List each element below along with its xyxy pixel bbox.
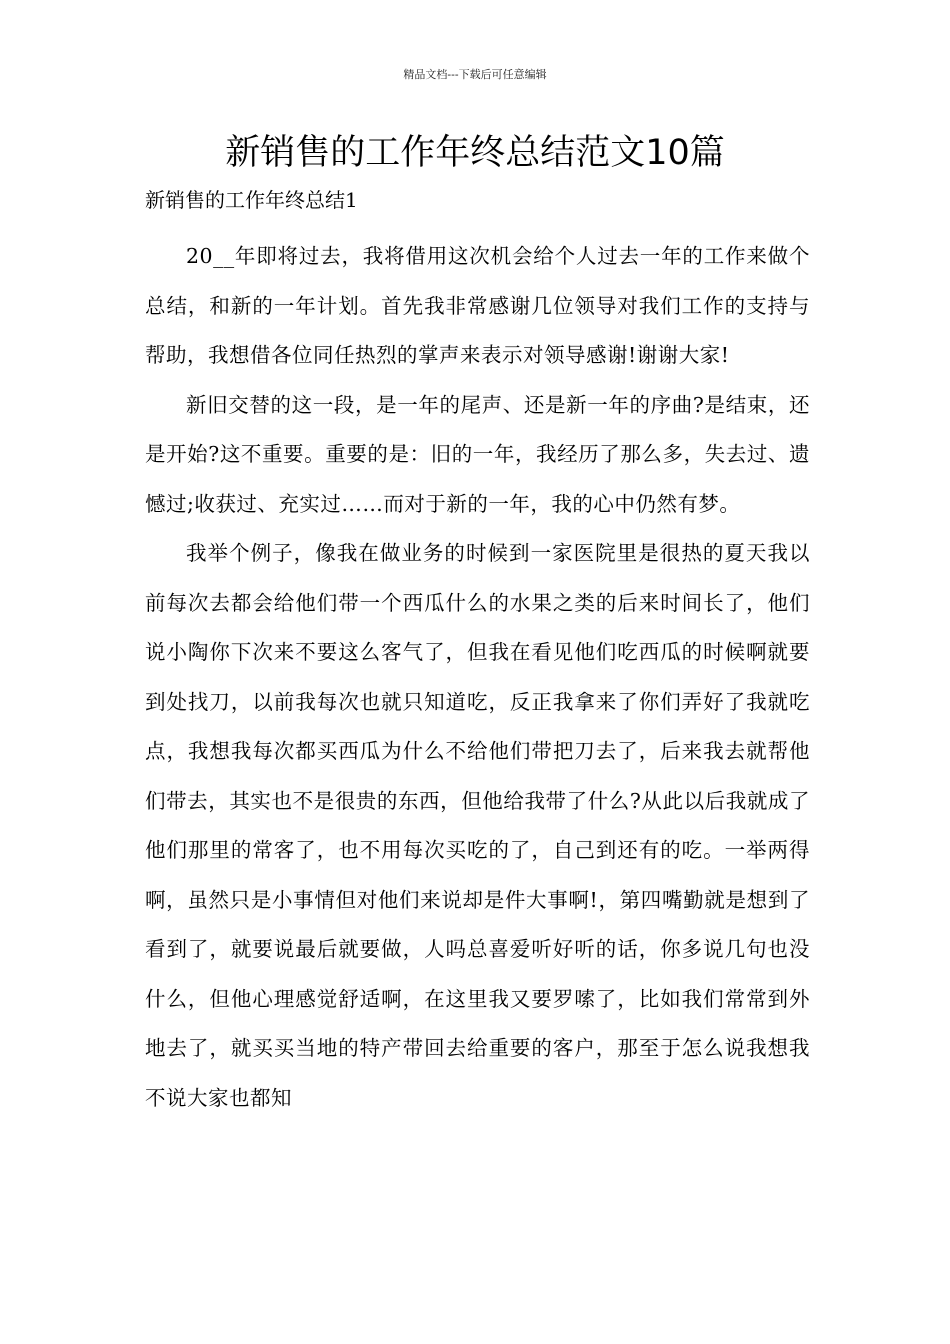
paragraph-1: 20__年即将过去，我将借用这次机会给个人过去一年的工作来做个总结，和新的一年计划。首先我非常感谢几位领导对我们工作的支持与帮助，我想借各位同任热烈的掌声来表示对领导感谢!谢谢大家! <box>145 244 810 367</box>
document-title: 新销售的工作年终总结范文10篇 <box>225 133 725 173</box>
section-heading: 新销售的工作年终总结1 <box>145 188 358 212</box>
paragraph-2: 新旧交替的这一段，是一年的尾声、还是新一年的序曲?是结束，还是开始?这不重要。重要的是：旧的一年，我经历了那么多，失去过、遗憾过;收获过、充实过……而对于新的一年，我的心中仍然有梦。 <box>145 392 810 516</box>
paragraph-3: 我举个例子，像我在做业务的时候到一家医院里是很热的夏天我以前每次去都会给他们带一个西瓜什么的水果之类的后来时间长了，他们说小陶你下次来不要这么客气了，但我在看见他们吃西瓜的时候啊就要到处找刀，以前我每次也就只知道吃，反正我拿来了你们弄好了我就吃点，我想我每次都买西瓜为什么不给他们带把刀去了，后来我去就帮他们带去，其实也不是很贵的东西，但他给我带了什么?从此以后我就成了他们那里的常客了，也不用每次买吃的了，自己到还有的吃。一举两得啊，虽然只是小事情但对他们来说却是件大事啊!，第四嘴勤就是想到了看到了，就要说最后就要做，人吗总喜爱听好听的话，你多说几句也没什么，但他心理感觉舒适啊，在这里我又要罗嗦了，比如我们常常到外地去了，就买买当地的特产带回去给重要的客户，那至于怎么说我想我不说大家也都知 <box>145 541 810 1110</box>
header-note: 精品文档---下载后可任意编辑 <box>403 68 547 81</box>
body-text <box>145 232 810 1123</box>
